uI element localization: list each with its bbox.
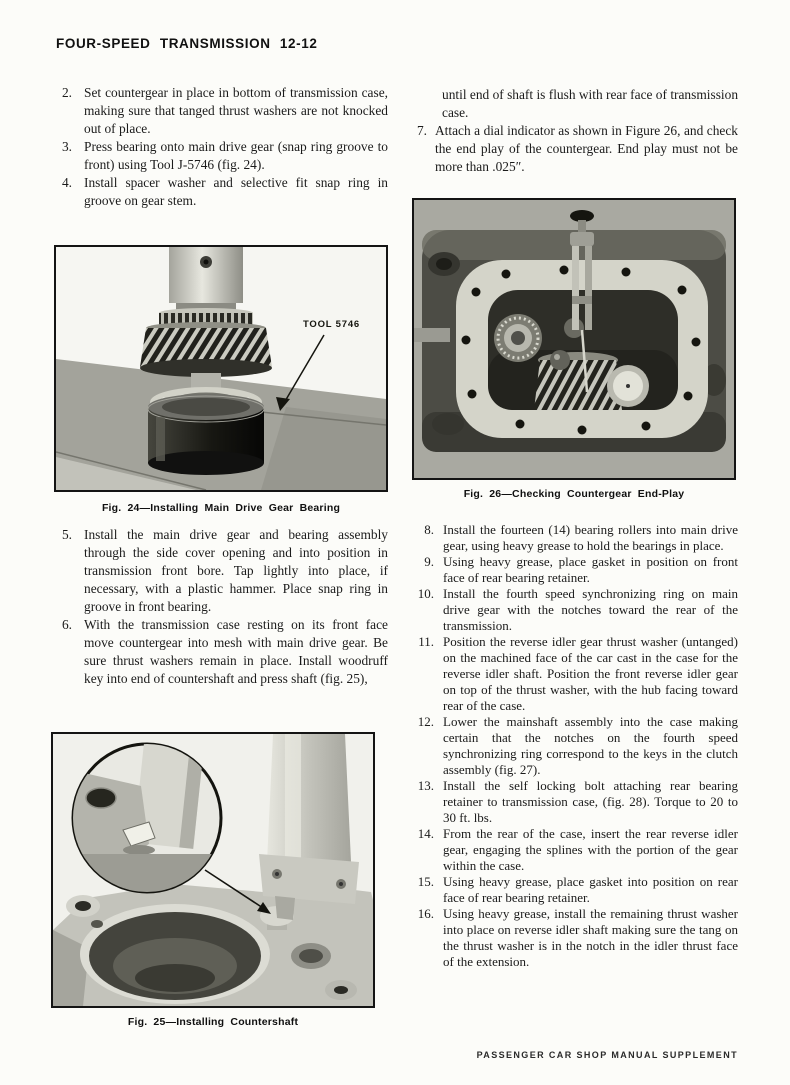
figure-26-image [412,198,736,480]
fig26-endplay-illustration [414,200,734,478]
left-steps-upper [56,84,388,210]
fig24-press-illustration [56,247,386,490]
figure-26-caption: Fig. 26—Checking Countergear End-Play [463,488,685,500]
right-steps-lower [407,522,738,970]
step-7 [407,122,738,176]
step-number: 11. [418,634,434,649]
step-9 [407,554,738,586]
step-text: Install the main drive gear and bearing assembly through the side cover opening and into position in transmission front bore. Tap lightly into place, if necessary, with a plastic hammer. Place snap ring in groove in front bearing. [84,527,388,614]
step-8 [407,522,738,554]
step-text: Install the self locking bolt attaching rear bearing retainer to transmission case, (fig. 28). Torque to 20 to 30 ft. lbs. [443,778,738,825]
step-number: 13. [417,778,434,793]
right-steps-upper [407,86,738,176]
step-text: Position the reverse idler gear thrust washer (untanged) on the machined face of the car cast in the case for the reverse idler shaft. Position the front reverse idler gear on top of the thrust washer, with the hub facing toward rear of the case. [443,634,738,713]
step-6-continuation: until end of shaft is flush with rear face of transmission case. [442,87,739,120]
step-13 [407,778,738,826]
step-text: From the rear of the case, insert the rear reverse idler gear, engaging the splines with the portion of the gear within the case. [443,826,738,873]
step-number: 3. [61,139,72,154]
step-number: 7. [416,123,427,138]
step-number: 14. [417,826,434,841]
page-footer: PASSENGER CAR SHOP MANUAL SUPPLEMENT [476,1050,738,1060]
step-text: Install the fourteen (14) bearing rollers into main drive gear, using heavy grease to hold the bearings in place. [443,522,738,553]
step-number: 8. [424,522,434,537]
figure-25-image [51,732,375,1008]
figure-24-image [54,245,388,492]
step-text: Using heavy grease, place gasket in position on front face of rear bearing retainer. [443,554,738,585]
page-title: FOUR-SPEED TRANSMISSION 12-12 [56,36,318,51]
step-text: Using heavy grease, place gasket into position on rear face of rear bearing retainer. [443,874,738,905]
step-number: 15. [417,874,434,889]
step-6 [56,616,388,688]
step-16 [407,906,738,970]
step-15 [407,874,738,906]
step-5 [56,526,388,616]
step-number: 6. [61,617,72,632]
step-text: Install spacer washer and selective fit snap ring in groove on gear stem. [84,175,388,208]
step-text: With the transmission case resting on its front face move countergear into mesh with main drive gear. Be sure thrust washers remain in place. Install woodruff key into end of countershaft and press shaft (fig. 25), [84,617,388,686]
step-number: 10. [417,586,434,601]
step-number: 4. [61,175,72,190]
figure-24-caption: Fig. 24—Installing Main Drive Gear Bearing [101,502,341,514]
step-number: 5. [61,527,72,542]
step-text: Attach a dial indicator as shown in Figure 26, and check the end play of the countergear. End play must not be more than .025″. [435,123,738,174]
step-14 [407,826,738,874]
step-10 [407,586,738,634]
fig25-countershaft-illustration [53,734,373,1006]
tool-5746-label: TOOL 5746 [303,319,361,330]
step-11 [407,634,738,714]
step-number: 16. [417,906,434,921]
step-3 [56,138,388,174]
step-4 [56,174,388,210]
step-12 [407,714,738,778]
step-number: 9. [424,554,434,569]
left-steps-lower [56,526,388,688]
figure-25-caption: Fig. 25—Installing Countershaft [127,1016,299,1028]
step-text: Set countergear in place in bottom of transmission case, making sure that tanged thrust washers are not knocked out of place. [84,85,388,136]
step-text: Lower the mainshaft assembly into the case making certain that the notches on the fourth speed synchronizing ring correspond to the keys in the clutch assembly (fig. 27). [443,714,738,777]
step-number: 2. [61,85,72,100]
step-text: Install the fourth speed synchronizing ring on main drive gear with the notches toward the rear of the transmission. [443,586,738,633]
step-2 [56,84,388,138]
step-text: Using heavy grease, install the remaining thrust washer into place on reverse idler shaft making sure the tang on the thrust washer is in the notch in the idler thrust face of the extension. [443,906,738,969]
step-text: Press bearing onto main drive gear (snap ring groove to front) using Tool J-5746 (fig. 24). [84,139,388,172]
step-number: 12. [417,714,434,729]
